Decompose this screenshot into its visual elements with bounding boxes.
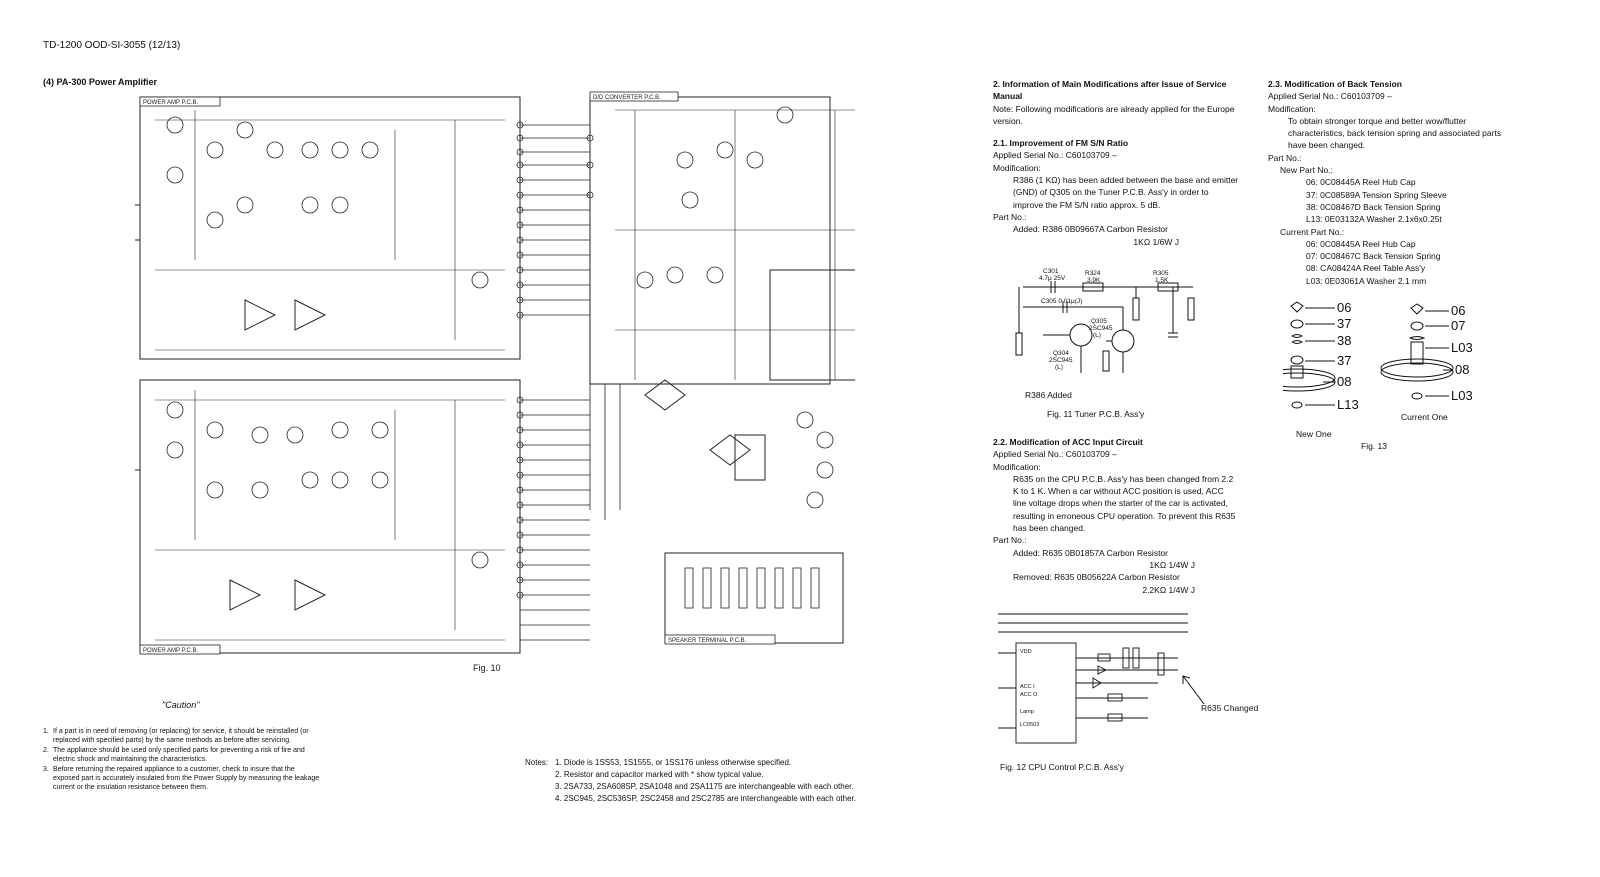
page-header: TD-1200 OOD-SI-3055 (12/13): [43, 40, 181, 51]
s23-current-part: 08: CA08424A Reel Table Ass'y: [1306, 263, 1426, 274]
svg-text:VDD: VDD: [1020, 649, 1032, 655]
new-label-08: 08: [1337, 374, 1352, 389]
note-item: 1. Diode is 1SS53, 1S1555, or 1SS176 unless otherwise specified.: [555, 758, 792, 767]
s22-title: 2.2. Modification of ACC Input Circuit: [993, 437, 1143, 447]
new-label-l13: L13: [1337, 397, 1359, 412]
s21-part-label: Part No.:: [993, 211, 1027, 222]
fig12-cpu-circuit: [998, 608, 1188, 753]
notes-label: Notes:: [525, 758, 549, 767]
schematic-drawing: [135, 90, 855, 660]
fig11-drawing: [1003, 263, 1203, 391]
fig12-caption: Fig. 12 CPU Control P.C.B. Ass'y: [1000, 762, 1124, 772]
s23-mod-text: To obtain stronger torque and better wow/flutter characteristics, back tension spring and associated parts have been changed.: [1288, 115, 1502, 151]
svg-text:2SC945: 2SC945: [1089, 325, 1113, 332]
svg-text:3.9K: 3.9K: [1087, 277, 1101, 284]
s22-serial: Applied Serial No.: C60103709 –: [993, 449, 1117, 460]
caution-title: "Caution": [162, 700, 200, 710]
s22-removed: Removed: R635 0B05622A Carbon Resistor: [1013, 572, 1180, 583]
svg-text:1.5K: 1.5K: [1155, 277, 1169, 284]
s23-current-part: L03: 0E03061A Washer 2.1 mm: [1306, 275, 1427, 286]
new-label-37b: 37: [1337, 353, 1352, 368]
caution-item: 1. If a part is in need of removing (or replacing) for service, it should be reinstalled (or replaced with specified parts) by the same methods as before after servicing.: [43, 728, 309, 744]
r635-changed-label: R635 Changed: [1201, 703, 1259, 713]
svg-text:C301: C301: [1043, 268, 1059, 275]
r386-added-label: R386 Added: [1025, 390, 1072, 400]
s22-added: Added: R635 0B01857A Carbon Resistor: [1013, 547, 1168, 558]
pa300-schematic: [135, 90, 855, 665]
section2-title: 2. Information of Main Modifications after Issue of Service Manual: [993, 79, 1227, 102]
s23-mod-label: Modification:: [1268, 103, 1316, 114]
power-amp-bottom-label: POWER AMP P.C.B.: [143, 648, 199, 654]
dd-converter-label: D/D CONVERTER P.C.B.: [593, 95, 661, 101]
svg-text:2SC945: 2SC945: [1049, 357, 1073, 364]
new-one-label: New One: [1296, 429, 1332, 439]
s23-new-label: New Part No.:: [1280, 165, 1333, 176]
s23-new-part: 38: 0C08467D Back Tension Spring: [1306, 201, 1441, 212]
notes-block: [525, 757, 945, 805]
s21-serial: Applied Serial No.: C60103709 –: [993, 150, 1117, 161]
svg-text:Lamp: Lamp: [1020, 709, 1034, 715]
fig10-caption: Fig. 10: [473, 663, 501, 673]
section2-note: Note: Following modifications are already applied for the Europe version.: [993, 103, 1235, 126]
s21-added-value: 1KΩ 1/6W J: [1133, 236, 1179, 247]
s21-title: 2.1. Improvement of FM S/N Ratio: [993, 138, 1129, 149]
current-label-07: 07: [1451, 318, 1466, 333]
new-label-37: 37: [1337, 316, 1352, 331]
svg-text:ACC O: ACC O: [1020, 692, 1038, 698]
s22-added-value: 1KΩ 1/4W J: [1149, 559, 1195, 570]
fig11-caption: Fig. 11 Tuner P.C.B. Ass'y: [1047, 409, 1145, 419]
modifications-column: [993, 78, 1239, 248]
s23-title: 2.3. Modification of Back Tension: [1268, 79, 1402, 89]
caution-item: 2. The appliance should be used only specified parts for preventing a risk of fire and electric shock and maintaining the characteristics.: [43, 747, 305, 763]
section-title: (4) PA-300 Power Amplifier: [43, 77, 158, 87]
svg-text:ACC I: ACC I: [1020, 684, 1035, 690]
s21-mod-text: R386 (1 KΩ) has been added between the base and emitter (GND) of Q305 on the Tuner P.C.B. Ass'y in order to improve the FM S/N ratio approx. 5 dB.: [1013, 175, 1239, 210]
svg-text:LC6503: LC6503: [1020, 722, 1040, 728]
speaker-terminal-label: SPEAKER TERMINAL P.C.B.: [668, 638, 747, 644]
svg-text:R324: R324: [1085, 270, 1101, 277]
fig13-caption: Fig. 13: [1361, 441, 1387, 451]
note-item: 3. 2SA733, 2SA608SP, 2SA1048 and 2SA1175 are interchangeable with each other.: [555, 782, 854, 791]
back-tension-column: [1268, 78, 1518, 287]
fig12-drawing: [998, 608, 1188, 748]
power-amp-top-label: POWER AMP P.C.B.: [143, 100, 199, 106]
current-one-label: Current One: [1401, 412, 1448, 422]
note-item: 4. 2SC945, 2SC536SP, 2SC2458 and 2SC2785 are interchangeable with each other.: [555, 794, 856, 803]
note-item: 2. Resistor and capacitor marked with * show typical value.: [555, 770, 764, 779]
svg-text:(L): (L): [1093, 332, 1101, 339]
s23-current-part: 07: 0C08467C Back Tension Spring: [1306, 251, 1441, 262]
caution-list: [43, 727, 323, 793]
svg-text:(L): (L): [1055, 364, 1063, 371]
svg-text:C305 0.01μ(J): C305 0.01μ(J): [1041, 298, 1083, 305]
current-label-06: 06: [1451, 303, 1466, 318]
s21-mod-label: Modification:: [993, 162, 1041, 173]
s22-removed-value: 2.2KΩ 1/4W J: [1142, 584, 1195, 595]
caution-item: 3. Before returning the repaired appliance to a customer, check to insure that the exposed part is accurately insulated from the Power Supply by measuring the leakage current or the insulation resistance between them.: [43, 766, 320, 791]
r635-arrow: [1180, 672, 1206, 706]
s23-current-part: 06: 0C08445A Reel Hub Cap: [1306, 238, 1416, 249]
s22-mod-text: R635 on the CPU P.C.B. Ass'y has been changed from 2.2 K to 1 K. When a car without ACC position is used, ACC line voltage drops when the starter of the car is activated, resulting in erroneous CPU operation. To prevent this R635 has been changed.: [1013, 473, 1236, 534]
s23-part-label: Part No.:: [1268, 152, 1302, 163]
s23-new-part: L13: 0E03132A Washer 2.1x6x0.25t: [1306, 214, 1442, 225]
s23-current-label: Current Part No.:: [1280, 226, 1345, 237]
current-label-08: 08: [1455, 362, 1470, 377]
s22-part-label: Part No.:: [993, 535, 1027, 546]
svg-text:R305: R305: [1153, 270, 1169, 277]
s21-added: Added: R386 0B09667A Carbon Resistor: [1013, 224, 1168, 235]
svg-text:Q304: Q304: [1053, 350, 1069, 357]
new-label-38: 38: [1337, 333, 1352, 348]
s23-new-part: 37: 0C08589A Tension Spring Sleeve: [1306, 189, 1447, 200]
current-label-l03: L03: [1451, 340, 1473, 355]
new-label-06: 06: [1337, 300, 1352, 315]
fig11-tuner-circuit: [1003, 263, 1203, 396]
current-label-l03b: L03: [1451, 388, 1473, 403]
svg-text:4.7μ 25V: 4.7μ 25V: [1039, 275, 1066, 282]
s23-serial: Applied Serial No.: C60103709 –: [1268, 91, 1392, 102]
svg-text:Q305: Q305: [1091, 318, 1107, 325]
section-2-2: [993, 436, 1239, 596]
fig13-drawing: [1283, 298, 1523, 426]
s22-mod-label: Modification:: [993, 461, 1041, 472]
s23-new-part: 06: 0C08445A Reel Hub Cap: [1306, 177, 1416, 188]
